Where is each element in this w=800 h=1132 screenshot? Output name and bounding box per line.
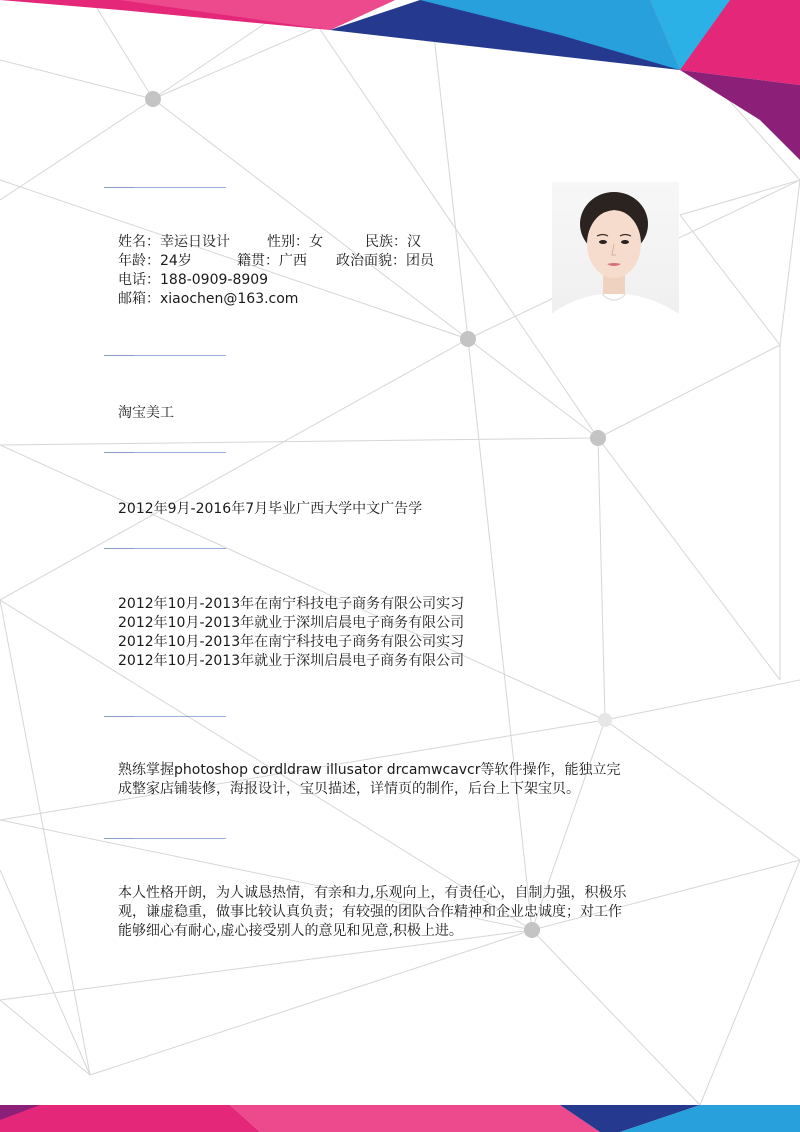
education-text: 2012年9月-2016年7月毕业广西大学中文广告学 [118, 501, 423, 517]
self-evaluation-text [118, 884, 663, 941]
age-label: 年龄： [118, 253, 160, 269]
objective-text: 淘宝美工 [118, 405, 174, 421]
age-value: 24岁 [160, 253, 192, 269]
email-label: 邮箱： [118, 291, 160, 307]
political-label: 政治面貌： [336, 253, 406, 269]
hometown-value: 广西 [279, 253, 307, 269]
name-label: 姓名： [118, 234, 160, 250]
self-evaluation-line: 能够细心有耐心,虚心接受别人的意见和见意,积极上进。 [118, 923, 463, 939]
gender-label: 性别： [267, 234, 309, 250]
section-divider-objective [104, 355, 226, 356]
self-evaluation-line: 观，谦虚稳重，做事比较认真负责；有较强的团队合作精神和企业忠诚度；对工作 [118, 904, 622, 920]
gender-value: 女 [309, 234, 323, 250]
experience-item: 2012年10月-2013年在南宁科技电子商务有限公司实习 [118, 596, 465, 612]
section-divider-education [104, 452, 226, 453]
experience-item: 2012年10月-2013年就业于深圳启晨电子商务有限公司 [118, 615, 465, 631]
name-value: 幸运日设计 [160, 234, 230, 250]
section-divider-self-evaluation [104, 838, 226, 839]
hometown-label: 籍贯： [237, 253, 279, 269]
political-value: 团员 [406, 253, 434, 269]
ethnicity-value: 汉 [407, 234, 421, 250]
portrait-photo [552, 182, 679, 328]
section-divider-profile [104, 187, 226, 188]
section-divider-skills [104, 716, 226, 717]
skills-line: 成整家店铺装修，海报设计，宝贝描述，详情页的制作，后台上下架宝贝。 [118, 781, 580, 797]
skills-text [118, 761, 663, 799]
self-evaluation-line: 本人性格开朗，为人诚恳热情，有亲和力,乐观向上，有责任心，自制力强，积极乐 [118, 885, 627, 901]
phone-value: 188-0909-8909 [160, 272, 269, 288]
experience-list [118, 595, 464, 671]
experience-item: 2012年10月-2013年在南宁科技电子商务有限公司实习 [118, 634, 465, 650]
phone-label: 电话： [118, 272, 160, 288]
email-value: xiaochen@163.com [160, 291, 299, 307]
skills-line: 熟练掌握photoshop cordldraw illusator drcamwcavcr等软件操作，能独立完 [118, 762, 621, 778]
ethnicity-label: 民族： [365, 234, 407, 250]
portrait-icon [552, 182, 679, 328]
section-divider-experience [104, 548, 226, 549]
experience-item: 2012年10月-2013年就业于深圳启晨电子商务有限公司 [118, 653, 465, 669]
